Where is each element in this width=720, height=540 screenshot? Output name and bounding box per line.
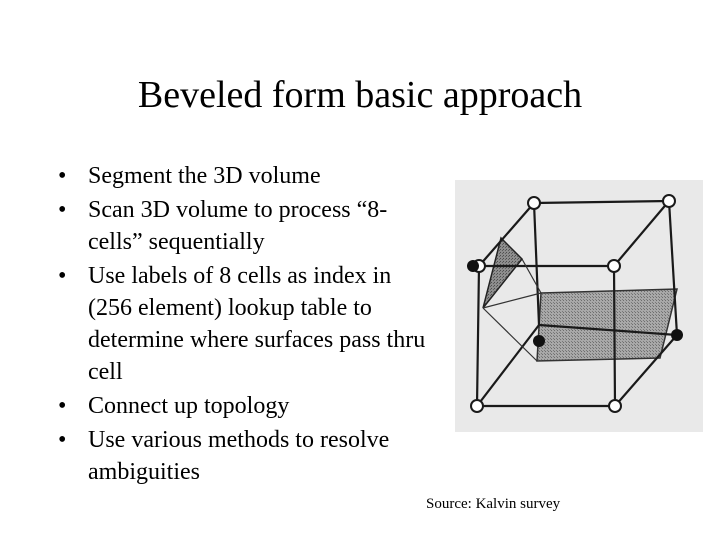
vertex-filled <box>533 335 545 347</box>
slide-title: Beveled form basic approach <box>137 74 583 116</box>
surface-quad <box>537 289 677 361</box>
bullet-marker: • <box>58 427 67 453</box>
vertex-open <box>663 195 675 207</box>
bullet-marker: • <box>58 263 67 289</box>
bullet-item <box>58 260 428 388</box>
bullet-item <box>58 160 428 192</box>
bullet-item <box>58 194 428 258</box>
bullet-marker: • <box>58 163 67 189</box>
bullet-text: Connect up topology <box>88 393 290 419</box>
vertex-open <box>528 197 540 209</box>
vertex-open <box>471 400 483 412</box>
vertex-open <box>609 400 621 412</box>
cube-cell-diagram <box>455 180 703 432</box>
bullet-text: Scan 3D volume to process “8-cells” sequentially <box>88 197 388 255</box>
bullet-item <box>58 424 428 488</box>
bullet-text: Use various methods to resolve ambiguities <box>88 427 390 485</box>
vertex-filled <box>467 260 479 272</box>
vertex-open <box>608 260 620 272</box>
vertex-filled <box>671 329 683 341</box>
bullet-item <box>58 390 428 422</box>
bullet-list <box>58 160 428 490</box>
bullet-marker: • <box>58 393 67 419</box>
bullet-text: Use labels of 8 cells as index in (256 element) lookup table to determine where surfaces pass thru cell <box>88 263 426 385</box>
bullet-marker: • <box>58 197 67 223</box>
bullet-text: Segment the 3D volume <box>88 163 321 189</box>
source-caption: Source: Kalvin survey <box>426 496 561 512</box>
